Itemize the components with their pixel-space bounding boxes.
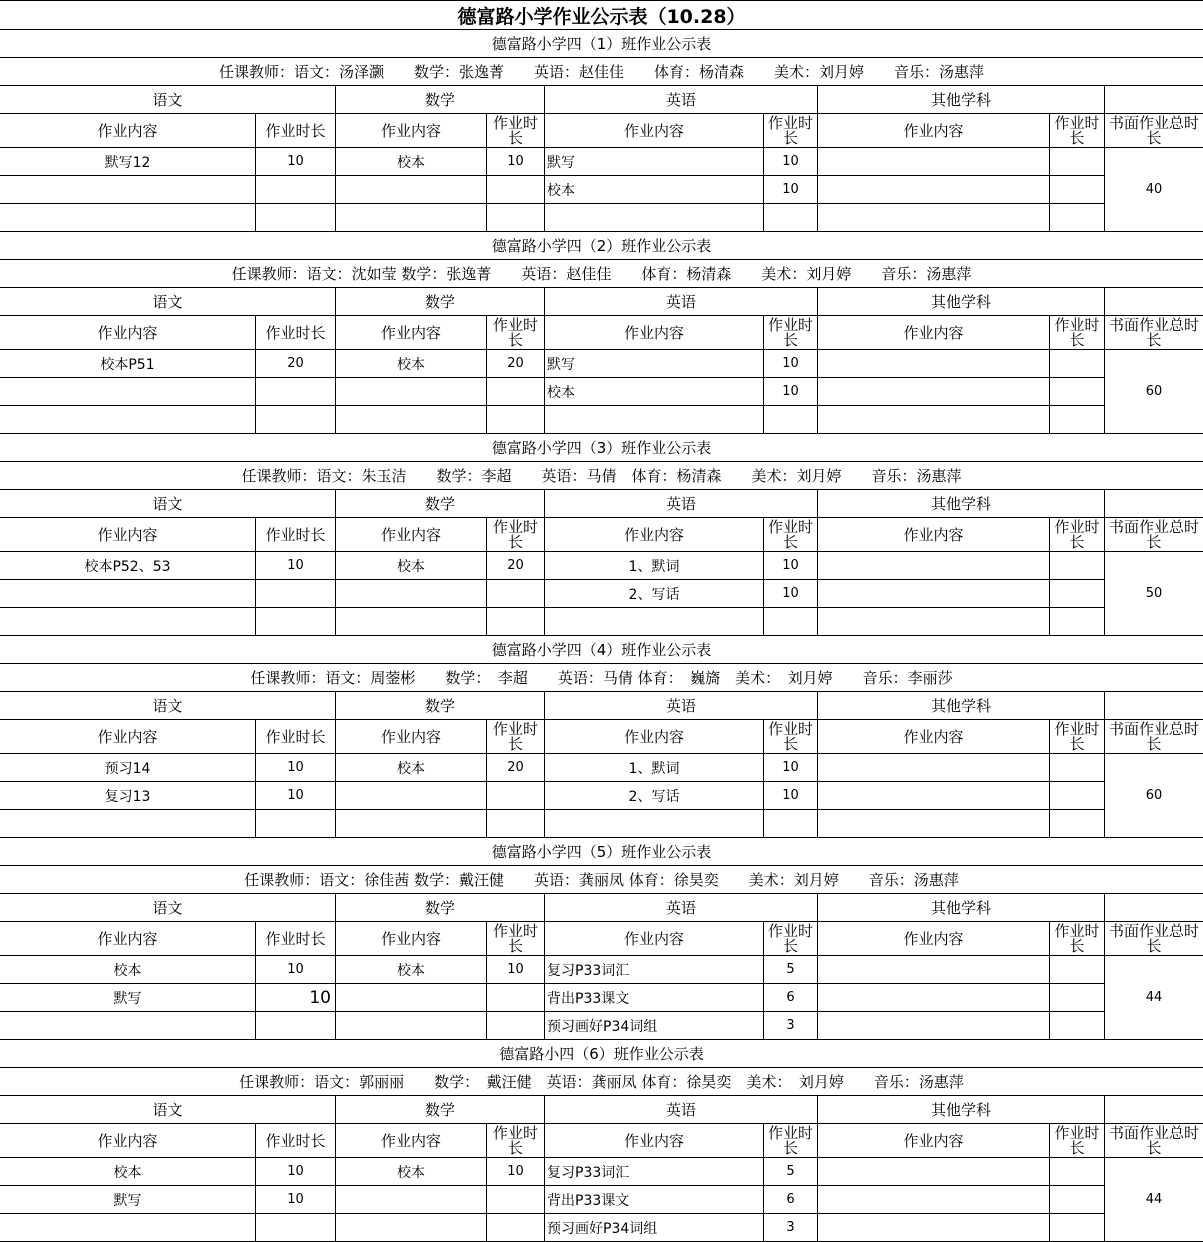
math-content	[335, 406, 486, 433]
other-content	[817, 552, 1049, 579]
other-duration	[1049, 782, 1104, 809]
teachers-line: 任课教师：语文：周蓥彬 数学： 李超 英语：马倩 体育： 巍旖 美术： 刘月婷 音乐：李丽莎	[250, 669, 953, 687]
column-header-row	[0, 922, 1203, 956]
other-duration	[1049, 406, 1104, 433]
subject-math: 数学	[335, 1096, 544, 1123]
table-row	[0, 1214, 1203, 1242]
other-duration	[1049, 204, 1104, 231]
col-content: 作业内容	[97, 526, 158, 544]
other-duration	[1049, 1158, 1104, 1185]
column-header-row	[0, 518, 1203, 552]
other-content	[817, 810, 1049, 837]
class-title: 德富路小学四（3）班作业公示表	[491, 439, 712, 457]
other-duration	[1049, 956, 1104, 983]
english-content: 1、默词	[544, 552, 763, 579]
math-content: 校本	[335, 754, 486, 781]
table-row	[0, 608, 1203, 636]
english-duration: 10	[763, 552, 817, 579]
chinese-duration	[255, 176, 335, 203]
subject-header-row	[0, 894, 1203, 922]
english-duration: 10	[763, 782, 817, 809]
chinese-duration: 10	[255, 984, 335, 1011]
subject-other: 其他学科	[817, 86, 1104, 113]
class-title-row	[0, 838, 1203, 866]
math-duration	[486, 1012, 544, 1039]
math-duration: 10	[486, 1158, 544, 1185]
math-duration: 20	[486, 350, 544, 377]
chinese-duration	[255, 204, 335, 231]
col-content: 作业内容	[335, 316, 486, 349]
chinese-duration: 10	[255, 1158, 335, 1185]
subject-blank	[1104, 490, 1203, 517]
teachers-line: 任课教师：语文：沈如莹 数学：张逸菁 英语：赵佳佳 体育：杨清森 美术：刘月婷 音乐：汤惠萍	[231, 265, 972, 283]
table-row	[0, 754, 1203, 782]
other-content	[817, 204, 1049, 231]
english-duration: 10	[763, 378, 817, 405]
table-row	[0, 406, 1203, 434]
col-content: 作业内容	[817, 114, 1049, 147]
chinese-duration: 10	[255, 754, 335, 781]
chinese-content: 校本P52、53	[84, 558, 171, 575]
other-content	[817, 1214, 1049, 1241]
teachers-row	[0, 1068, 1203, 1096]
english-content	[544, 406, 763, 433]
english-duration: 5	[763, 956, 817, 983]
col-duration: 作业时长	[486, 922, 544, 955]
chinese-duration	[255, 378, 335, 405]
col-content: 作业内容	[97, 728, 158, 746]
other-content	[817, 1158, 1049, 1185]
english-duration: 6	[763, 1186, 817, 1213]
math-duration: 20	[486, 552, 544, 579]
chinese-duration: 20	[255, 350, 335, 377]
col-duration: 作业时长	[763, 518, 817, 551]
math-content	[335, 1012, 486, 1039]
col-duration: 作业时长	[763, 922, 817, 955]
other-content	[817, 378, 1049, 405]
chinese-content	[0, 1214, 255, 1241]
english-content	[544, 608, 763, 635]
english-duration	[763, 810, 817, 837]
teachers-row	[0, 260, 1203, 288]
table-row	[0, 1158, 1203, 1186]
subject-math: 数学	[335, 894, 544, 921]
col-content: 作业内容	[97, 324, 158, 342]
subject-chinese: 语文	[152, 91, 183, 109]
column-header-row	[0, 720, 1203, 754]
col-content: 作业内容	[817, 720, 1049, 753]
math-content: 校本	[335, 350, 486, 377]
sheet-title-row	[0, 0, 1203, 30]
other-content	[817, 1186, 1049, 1213]
col-content: 作业内容	[544, 518, 763, 551]
subject-blank	[1104, 692, 1203, 719]
english-content: 校本	[544, 176, 763, 203]
col-duration: 作业时长	[1049, 316, 1104, 349]
col-duration: 作业时长	[486, 720, 544, 753]
english-duration: 3	[763, 1012, 817, 1039]
table-row	[0, 350, 1203, 378]
class-section	[0, 434, 1203, 636]
english-duration: 5	[763, 1158, 817, 1185]
subject-other: 其他学科	[817, 1096, 1104, 1123]
subject-english: 英语	[544, 692, 817, 719]
chinese-duration: 10	[255, 956, 335, 983]
class-section	[0, 838, 1203, 1040]
teachers-line: 任课教师：语文：徐佳茜 数学：戴汪健 英语：龚丽凤 体育：徐昊奕 美术：刘月婷 音乐：汤惠萍	[244, 871, 959, 889]
english-content: 1、默词	[544, 754, 763, 781]
chinese-content: 复习13	[104, 788, 151, 805]
math-duration	[486, 406, 544, 433]
other-duration	[1049, 810, 1104, 837]
english-duration: 10	[763, 754, 817, 781]
col-content: 作业内容	[817, 518, 1049, 551]
subject-math: 数学	[335, 490, 544, 517]
chinese-content	[0, 1012, 255, 1039]
other-content	[817, 406, 1049, 433]
col-total-header: 书面作业总时长	[1104, 922, 1203, 955]
english-duration: 10	[763, 350, 817, 377]
class-title: 德富路小学四（5）班作业公示表	[491, 843, 712, 861]
subject-math: 数学	[335, 288, 544, 315]
class-title-row	[0, 30, 1203, 58]
col-duration: 作业时长	[1049, 114, 1104, 147]
column-header-row	[0, 316, 1203, 350]
col-duration: 作业时长	[255, 114, 335, 147]
col-duration: 作业时长	[1049, 1124, 1104, 1157]
subject-other: 其他学科	[817, 490, 1104, 517]
math-duration: 10	[486, 148, 544, 175]
other-content	[817, 608, 1049, 635]
table-row	[0, 204, 1203, 232]
col-duration: 作业时长	[1049, 720, 1104, 753]
math-duration	[486, 810, 544, 837]
class-section	[0, 232, 1203, 434]
col-total-header: 书面作业总时长	[1104, 114, 1203, 147]
english-duration	[763, 204, 817, 231]
subject-chinese: 语文	[152, 495, 183, 513]
col-duration: 作业时长	[486, 114, 544, 147]
math-content	[335, 204, 486, 231]
other-content	[817, 350, 1049, 377]
class-title: 德富路小学四（4）班作业公示表	[491, 641, 712, 659]
subject-other: 其他学科	[817, 692, 1104, 719]
chinese-content: 预习14	[104, 760, 151, 777]
col-content: 作业内容	[544, 114, 763, 147]
sheet-title: 德富路小学作业公示表（10.28）	[457, 5, 746, 28]
other-content	[817, 956, 1049, 983]
subject-blank	[1104, 86, 1203, 113]
english-content	[544, 810, 763, 837]
teachers-line: 任课教师：语文：朱玉洁 数学：李超 英语：马倩 体育：杨清森 美术：刘月婷 音乐：汤惠萍	[241, 467, 962, 485]
english-duration	[763, 608, 817, 635]
col-content: 作业内容	[544, 1124, 763, 1157]
col-total-header: 书面作业总时长	[1104, 518, 1203, 551]
subject-header-row	[0, 1096, 1203, 1124]
math-content	[335, 378, 486, 405]
col-duration: 作业时长	[255, 518, 335, 551]
math-content	[335, 810, 486, 837]
col-content: 作业内容	[97, 1132, 158, 1150]
subject-english: 英语	[544, 1096, 817, 1123]
table-row	[0, 1012, 1203, 1040]
col-content: 作业内容	[335, 114, 486, 147]
col-content: 作业内容	[97, 122, 158, 140]
math-duration	[486, 1214, 544, 1241]
math-content	[335, 1214, 486, 1241]
class-section	[0, 636, 1203, 838]
col-content: 作业内容	[335, 720, 486, 753]
teachers-row	[0, 462, 1203, 490]
col-duration: 作业时长	[255, 720, 335, 753]
math-duration	[486, 608, 544, 635]
col-duration: 作业时长	[763, 720, 817, 753]
math-duration	[486, 1186, 544, 1213]
col-duration: 作业时长	[1049, 922, 1104, 955]
math-content: 校本	[335, 552, 486, 579]
subject-english: 英语	[544, 490, 817, 517]
other-content	[817, 984, 1049, 1011]
chinese-duration: 10	[255, 552, 335, 579]
class-section	[0, 30, 1203, 232]
col-duration: 作业时长	[255, 316, 335, 349]
class-title-row	[0, 434, 1203, 462]
teachers-line: 任课教师：语文：郭丽丽 数学： 戴汪健 英语：龚丽凤 体育：徐昊奕 美术： 刘月婷 音乐：汤惠萍	[239, 1073, 964, 1091]
chinese-content	[0, 378, 255, 405]
subject-math: 数学	[335, 692, 544, 719]
english-duration: 10	[763, 580, 817, 607]
chinese-duration	[255, 608, 335, 635]
total-duration: 60	[1104, 350, 1203, 433]
math-duration	[486, 176, 544, 203]
chinese-content: 校本	[113, 1164, 142, 1181]
chinese-duration	[255, 810, 335, 837]
col-duration: 作业时长	[486, 316, 544, 349]
chinese-content	[0, 176, 255, 203]
subject-english: 英语	[544, 894, 817, 921]
math-content	[335, 176, 486, 203]
teachers-row	[0, 58, 1203, 86]
subject-header-row	[0, 490, 1203, 518]
chinese-duration: 10	[255, 148, 335, 175]
subject-blank	[1104, 288, 1203, 315]
subject-english: 英语	[544, 86, 817, 113]
math-content: 校本	[335, 956, 486, 983]
other-duration	[1049, 1186, 1104, 1213]
other-duration	[1049, 378, 1104, 405]
english-content: 2、写话	[544, 782, 763, 809]
chinese-duration: 10	[255, 1186, 335, 1213]
english-content: 默写	[544, 350, 763, 377]
class-title-row	[0, 232, 1203, 260]
table-row	[0, 956, 1203, 984]
col-content: 作业内容	[335, 518, 486, 551]
teachers-row	[0, 866, 1203, 894]
subject-blank	[1104, 894, 1203, 921]
col-total-header: 书面作业总时长	[1104, 720, 1203, 753]
col-content: 作业内容	[335, 922, 486, 955]
chinese-duration	[255, 1012, 335, 1039]
subject-chinese: 语文	[152, 1101, 183, 1119]
col-total-header: 书面作业总时长	[1104, 316, 1203, 349]
col-content: 作业内容	[97, 930, 158, 948]
math-duration	[486, 984, 544, 1011]
col-content: 作业内容	[544, 316, 763, 349]
other-content	[817, 148, 1049, 175]
chinese-content: 默写	[113, 990, 142, 1007]
chinese-content	[0, 580, 255, 607]
math-duration	[486, 378, 544, 405]
other-duration	[1049, 350, 1104, 377]
english-duration: 6	[763, 984, 817, 1011]
subject-english: 英语	[544, 288, 817, 315]
col-content: 作业内容	[544, 922, 763, 955]
math-content: 校本	[335, 1158, 486, 1185]
math-content	[335, 1186, 486, 1213]
subject-chinese: 语文	[152, 697, 183, 715]
chinese-content: 校本	[113, 962, 142, 979]
english-content	[544, 204, 763, 231]
math-duration: 20	[486, 754, 544, 781]
english-duration: 10	[763, 148, 817, 175]
class-title-row	[0, 1040, 1203, 1068]
col-content: 作业内容	[817, 1124, 1049, 1157]
chinese-content	[0, 406, 255, 433]
chinese-duration	[255, 406, 335, 433]
other-content	[817, 580, 1049, 607]
total-duration: 60	[1104, 754, 1203, 837]
other-duration	[1049, 1214, 1104, 1241]
total-duration: 44	[1104, 1158, 1203, 1241]
english-content: 2、写话	[544, 580, 763, 607]
table-row	[0, 176, 1203, 204]
table-row	[0, 782, 1203, 810]
table-row	[0, 1186, 1203, 1214]
chinese-content	[0, 204, 255, 231]
col-total-header: 书面作业总时长	[1104, 1124, 1203, 1157]
english-content: 校本	[544, 378, 763, 405]
math-content	[335, 782, 486, 809]
english-content: 复习P33词汇	[544, 1158, 763, 1185]
subject-header-row	[0, 288, 1203, 316]
col-duration: 作业时长	[255, 922, 335, 955]
other-duration	[1049, 984, 1104, 1011]
col-duration: 作业时长	[486, 518, 544, 551]
other-duration	[1049, 176, 1104, 203]
english-content: 默写	[544, 148, 763, 175]
subject-header-row	[0, 692, 1203, 720]
chinese-content: 默写	[113, 1192, 142, 1209]
chinese-content	[0, 608, 255, 635]
english-duration	[763, 406, 817, 433]
total-duration: 44	[1104, 956, 1203, 1039]
teachers-row	[0, 664, 1203, 692]
col-content: 作业内容	[335, 1124, 486, 1157]
subject-header-row	[0, 86, 1203, 114]
subject-chinese: 语文	[152, 899, 183, 917]
subject-blank	[1104, 1096, 1203, 1123]
table-row	[0, 148, 1203, 176]
table-row	[0, 378, 1203, 406]
math-content	[335, 984, 486, 1011]
table-row	[0, 552, 1203, 580]
subject-other: 其他学科	[817, 894, 1104, 921]
col-duration: 作业时长	[486, 1124, 544, 1157]
column-header-row	[0, 1124, 1203, 1158]
subject-other: 其他学科	[817, 288, 1104, 315]
english-content: 复习P33词汇	[544, 956, 763, 983]
chinese-content	[0, 810, 255, 837]
other-content	[817, 754, 1049, 781]
table-row	[0, 580, 1203, 608]
subject-chinese: 语文	[152, 293, 183, 311]
class-section	[0, 1040, 1203, 1242]
math-duration	[486, 204, 544, 231]
chinese-duration	[255, 1214, 335, 1241]
other-duration	[1049, 148, 1104, 175]
english-content: 背出P33课文	[544, 984, 763, 1011]
other-content	[817, 1012, 1049, 1039]
other-duration	[1049, 1012, 1104, 1039]
english-content: 背出P33课文	[544, 1186, 763, 1213]
class-title: 德富路小学四（1）班作业公示表	[491, 35, 712, 53]
math-content	[335, 608, 486, 635]
english-content: 预习画好P34词组	[544, 1214, 763, 1241]
english-duration: 3	[763, 1214, 817, 1241]
total-duration: 50	[1104, 552, 1203, 635]
chinese-content: 默写12	[104, 154, 151, 171]
other-duration	[1049, 580, 1104, 607]
teachers-line: 任课教师：语文：汤泽灏 数学：张逸菁 英语：赵佳佳 体育：杨清森 美术：刘月婷 音乐：汤惠萍	[218, 63, 984, 81]
other-duration	[1049, 552, 1104, 579]
total-duration: 40	[1104, 148, 1203, 231]
column-header-row	[0, 114, 1203, 148]
class-title: 德富路小四（6）班作业公示表	[499, 1045, 704, 1063]
col-duration: 作业时长	[763, 1124, 817, 1157]
math-content: 校本	[335, 148, 486, 175]
chinese-duration: 10	[255, 782, 335, 809]
col-duration: 作业时长	[763, 316, 817, 349]
english-duration: 10	[763, 176, 817, 203]
col-duration: 作业时长	[763, 114, 817, 147]
class-title: 德富路小学四（2）班作业公示表	[491, 237, 712, 255]
col-duration: 作业时长	[255, 1124, 335, 1157]
col-content: 作业内容	[544, 720, 763, 753]
subject-math: 数学	[335, 86, 544, 113]
math-duration	[486, 580, 544, 607]
other-duration	[1049, 608, 1104, 635]
class-sections	[0, 30, 1203, 1242]
chinese-content: 校本P51	[100, 356, 155, 373]
chinese-duration	[255, 580, 335, 607]
other-content	[817, 782, 1049, 809]
table-row	[0, 984, 1203, 1012]
math-duration: 10	[486, 956, 544, 983]
col-duration: 作业时长	[1049, 518, 1104, 551]
math-duration	[486, 782, 544, 809]
english-content: 预习画好P34词组	[544, 1012, 763, 1039]
table-row	[0, 810, 1203, 838]
col-content: 作业内容	[817, 922, 1049, 955]
other-content	[817, 176, 1049, 203]
col-content: 作业内容	[817, 316, 1049, 349]
class-title-row	[0, 636, 1203, 664]
other-duration	[1049, 754, 1104, 781]
math-content	[335, 580, 486, 607]
